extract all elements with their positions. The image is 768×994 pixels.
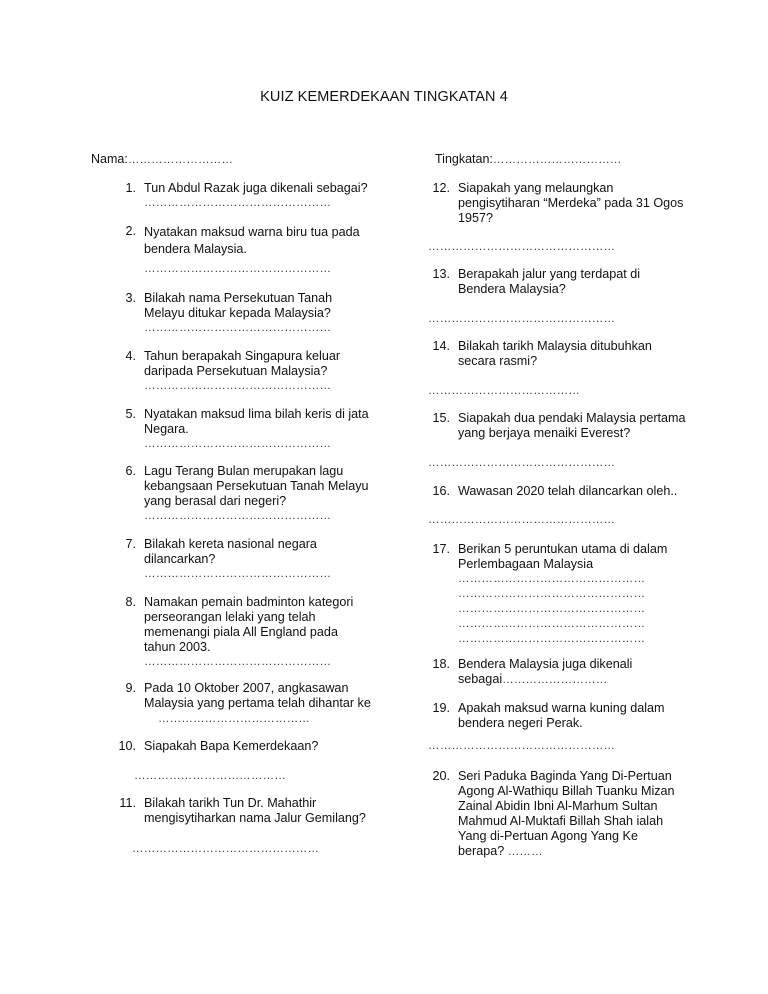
answer-line[interactable]: ………………………………… <box>158 713 311 725</box>
page-title: KUIZ KEMERDEKAAN TINGKATAN 4 <box>260 89 508 105</box>
question-number: 15. <box>432 411 450 425</box>
question-number: 5. <box>125 407 136 421</box>
question-number: 13. <box>432 267 450 281</box>
question-number: 18. <box>432 657 450 671</box>
question-text: Apakah maksud warna kuning dalam bendera negeri Perak. <box>458 701 665 730</box>
question-text: Nyatakan maksud lima bilah keris di jata Negara. <box>144 407 369 436</box>
question-number: 14. <box>432 339 450 353</box>
question-text: Tahun berapakah Singapura keluar daripada Persekutuan Malaysia? <box>144 349 341 378</box>
question-number: 10. <box>118 739 136 753</box>
answer-line[interactable]: ………………………………………… <box>144 568 332 580</box>
question-text: Tun Abdul Razak juga dikenali sebagai? <box>144 181 368 195</box>
answer-line[interactable]: ………………………………………… <box>144 510 332 522</box>
name-field <box>91 152 233 166</box>
answer-line-12[interactable]: ………………………………………… <box>428 241 616 253</box>
question-number: 3. <box>125 291 136 305</box>
question-text: Lagu Terang Bulan merupakan lagu kebangsaan Persekutuan Tanah Melayu yang berasal dari negeri? <box>144 464 369 508</box>
answer-line-16[interactable]: ………………………………………… <box>428 514 616 526</box>
answer-line[interactable]: ………………………………………… <box>144 438 332 450</box>
question-number: 7. <box>125 537 136 551</box>
question-number: 8. <box>125 595 136 609</box>
answer-line-10[interactable]: ………………………………… <box>134 770 287 782</box>
answer-line-11[interactable]: ………………………………………… <box>132 843 320 855</box>
question-number: 19. <box>432 701 450 715</box>
question-number: 16. <box>432 484 450 498</box>
answer-line[interactable]: ………………………………………… <box>144 322 332 334</box>
question-text: Nyatakan maksud warna biru tua pada bendera Malaysia. <box>144 225 360 256</box>
question-number: 17. <box>432 542 450 556</box>
answer-line[interactable]: ………………………………………… <box>458 633 646 645</box>
answer-line-19[interactable]: ………………………………………… <box>428 740 616 752</box>
answer-line[interactable]: ………………………………………… <box>458 618 646 630</box>
answer-line-13[interactable]: ………………………………………… <box>428 313 616 325</box>
question-text: Seri Paduka Baginda Yang Di-Pertuan Agong Al-Wathiqu Billah Tuanku Mizan Zainal Abidin Ibni Al-Marhum Sultan Mahmud Al-Muktafi Billah Shah ialah Yang di-Pertuan Agong Yang Ke berapa? ……… <box>458 769 675 858</box>
question-number: 11. <box>119 796 136 810</box>
answer-line[interactable]: ………………………………………… <box>144 656 332 668</box>
class-answer-line[interactable]: …………………………… <box>492 154 622 166</box>
question-number: 12. <box>432 181 450 195</box>
answer-line-15[interactable]: ………………………………………… <box>428 457 616 469</box>
answer-line[interactable]: ………………………………………… <box>458 603 646 615</box>
question-text: Bilakah tarikh Malaysia ditubuhkan secara rasmi? <box>458 339 652 368</box>
question-text: Bendera Malaysia juga dikenali sebagai……………………… <box>458 657 633 686</box>
answer-lines <box>458 572 684 647</box>
question-text: Bilakah tarikh Tun Dr. Mahathir mengisytiharkan nama Jalur Gemilang? <box>144 796 366 825</box>
answer-line[interactable]: ………………………………………… <box>144 380 332 392</box>
class-label: Tingkatan: <box>435 152 493 166</box>
answer-line[interactable]: ……… <box>507 846 543 858</box>
question-text: Bilakah nama Persekutuan Tanah Melayu ditukar kepada Malaysia? <box>144 291 333 320</box>
answer-line[interactable]: ………………………………………… <box>144 263 332 275</box>
question-text: Berapakah jalur yang terdapat di Bendera Malaysia? <box>458 267 641 296</box>
question-text: Namakan pemain badminton kategori perseorangan lelaki yang telah memenangi piala All England pada tahun 2003. <box>144 595 354 654</box>
question-text: Berikan 5 peruntukan utama di dalam Perlembagaan Malaysia <box>458 542 668 571</box>
answer-line[interactable]: ……………………… <box>502 674 608 686</box>
question-number: 6. <box>125 464 136 478</box>
question-number: 20. <box>432 769 450 783</box>
question-text: Bilakah kereta nasional negara dilancarkan? <box>144 537 317 566</box>
answer-line[interactable]: ………………………………………… <box>144 197 332 209</box>
question-number: 4. <box>125 349 136 363</box>
answer-line-14[interactable]: ………………………………… <box>428 385 581 397</box>
question-number: 2. <box>125 224 136 238</box>
name-label: Nama: <box>91 152 128 166</box>
answer-line[interactable]: ………………………………………… <box>458 588 646 600</box>
question-text: Pada 10 Oktober 2007, angkasawan Malaysia yang pertama telah dihantar ke ………………………………… <box>144 681 371 725</box>
question-text: Siapakah yang melaungkan pengisytiharan “Merdeka” pada 31 Ogos 1957? <box>458 181 684 225</box>
question-text: Siapakah Bapa Kemerdekaan? <box>144 739 319 753</box>
answer-line[interactable]: ………………………………………… <box>458 573 646 585</box>
question-number: 1. <box>125 181 136 195</box>
question-number: 9. <box>125 681 136 695</box>
name-answer-line[interactable]: ……………………… <box>127 154 234 166</box>
question-text: Wawasan 2020 telah dilancarkan oleh.. <box>458 484 678 498</box>
question-text: Siapakah dua pendaki Malaysia pertama yang berjaya menaiki Everest? <box>458 411 686 440</box>
class-field <box>435 152 622 166</box>
